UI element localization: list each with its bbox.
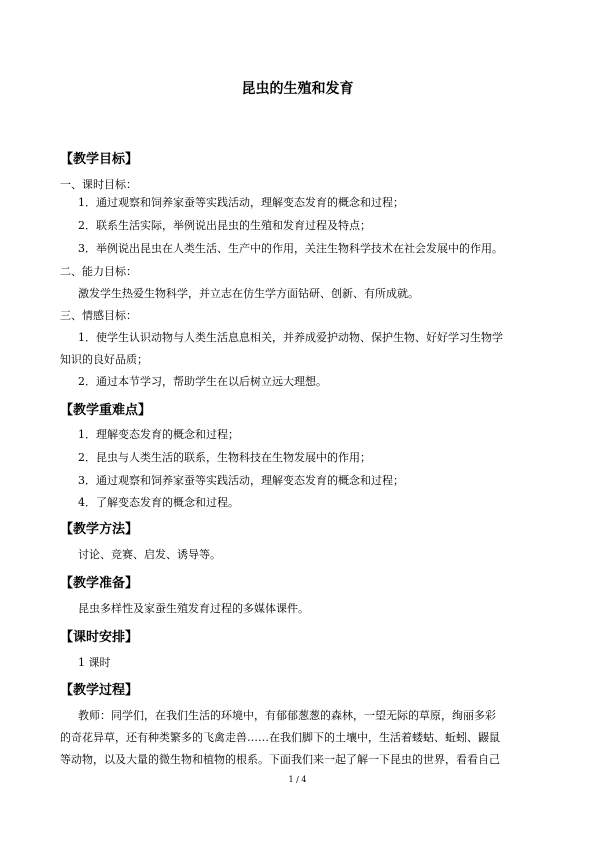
section-heading-process: 【教学过程】 — [60, 683, 139, 698]
section-heading-schedule: 【课时安排】 — [60, 630, 139, 645]
section-heading-methods: 【教学方法】 — [60, 522, 139, 537]
goals-line: 激发学生热爱生物科学，并立志在仿生学方面钻研、创新、有所成就。 — [78, 287, 419, 300]
process-line: 等动物，以及大量的微生物和植物的根系。下面我们来一起了解一下昆虫的世界，看看自己 — [60, 753, 500, 766]
page-title: 昆虫的生殖和发育 — [241, 81, 354, 97]
key-point-line: 1．理解变态发育的概念和过程； — [78, 428, 239, 441]
schedule-line: 1 课时 — [78, 656, 111, 669]
process-line: 的奇花异草，还有种类繁多的飞禽走兽……在我们脚下的土壤中，生活着蝼蛄、蚯蚓、鼹鼠 — [60, 731, 500, 744]
section-heading-preparation: 【教学准备】 — [60, 576, 139, 591]
key-point-line: 4．了解变态发育的概念和过程。 — [78, 496, 239, 509]
goals-line: 1．使学生认识动物与人类生活息息相关，并养成爱护动物、保护生物、好好学习生物学 — [78, 331, 503, 344]
section-heading-goals: 【教学目标】 — [60, 152, 139, 167]
preparation-line: 昆虫多样性及家蚕生殖发育过程的多媒体课件。 — [78, 602, 309, 615]
goals-line: 2．通过本节学习，帮助学生在以后树立远大理想。 — [78, 375, 327, 388]
key-point-line: 2．昆虫与人类生活的联系，生物科技在生物发展中的作用； — [78, 451, 371, 464]
page-number: 1 / 4 — [288, 775, 307, 784]
methods-line: 讨论、竞赛、启发、诱导等。 — [78, 548, 221, 561]
process-line: 教师：同学们，在我们生活的环境中，有郁郁葱葱的森林，一望无际的草原，绚丽多彩 — [78, 709, 496, 722]
goals-line: 一、课时目标： — [60, 178, 137, 191]
goals-line: 二、能力目标： — [60, 265, 137, 278]
goals-line: 1．通过观察和饲养家蚕等实践活动，理解变态发育的概念和过程； — [78, 196, 404, 209]
section-heading-key-points: 【教学重难点】 — [60, 403, 152, 418]
goals-line: 2．联系生活实际，举例说出昆虫的生殖和发育过程及特点； — [78, 219, 371, 232]
goals-line: 3．举例说出昆虫在人类生活、生产中的作用，关注生物科学技术在社会发展中的作用。 — [78, 242, 503, 255]
goals-line: 三、情感目标： — [60, 309, 137, 322]
key-point-line: 3．通过观察和饲养家蚕等实践活动，理解变态发育的概念和过程； — [78, 474, 404, 487]
goals-line: 知识的良好品质； — [60, 353, 148, 366]
